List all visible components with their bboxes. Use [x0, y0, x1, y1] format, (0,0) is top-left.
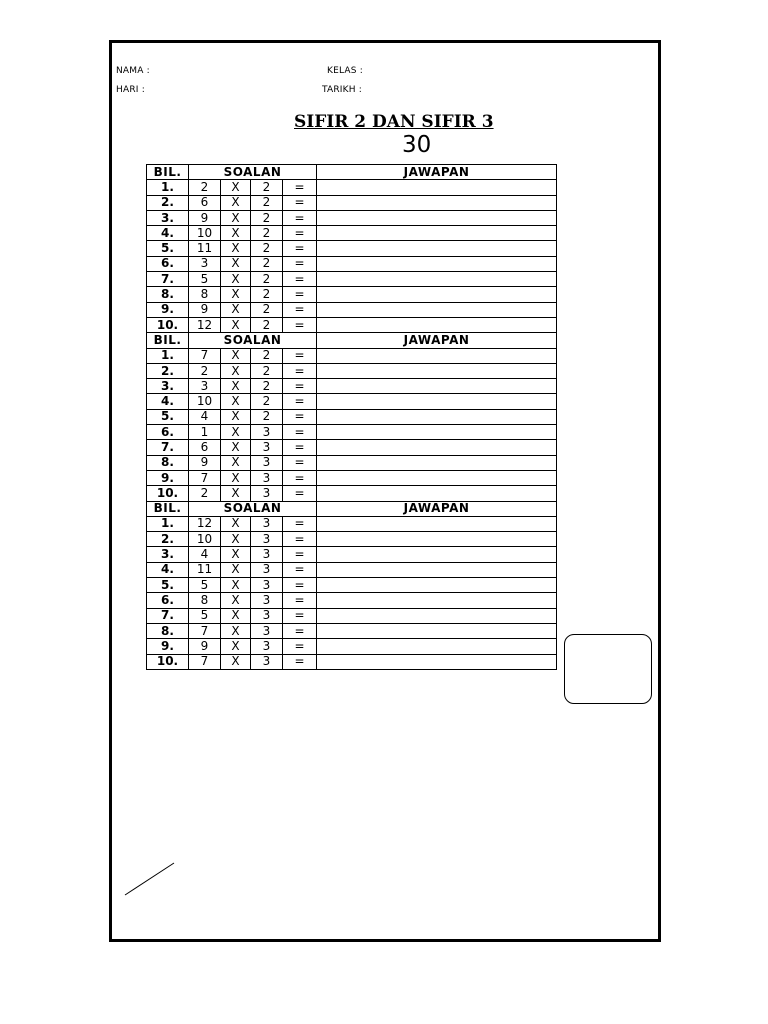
operand-a: 6	[189, 440, 221, 455]
operand-a: 6	[189, 195, 221, 210]
question-number: 8.	[147, 455, 189, 470]
answer-cell[interactable]	[317, 639, 557, 654]
operand-a: 5	[189, 578, 221, 593]
operand-b: 2	[251, 394, 283, 409]
operand-a: 5	[189, 272, 221, 287]
operand-a: 11	[189, 562, 221, 577]
operand-a: 4	[189, 547, 221, 562]
equals-sign: =	[283, 302, 317, 317]
operand-a: 1	[189, 425, 221, 440]
operand-b: 2	[251, 317, 283, 332]
times-sign: X	[221, 363, 251, 378]
question-row	[147, 516, 557, 531]
soalan-header: SOALAN	[189, 501, 317, 516]
operand-a: 4	[189, 409, 221, 424]
nama-label: NAMA :	[116, 66, 150, 76]
section-header-row	[147, 333, 557, 348]
question-row	[147, 425, 557, 440]
operand-b: 3	[251, 578, 283, 593]
answer-cell[interactable]	[317, 210, 557, 225]
operand-a: 9	[189, 210, 221, 225]
times-sign: X	[221, 425, 251, 440]
question-number: 1.	[147, 348, 189, 363]
operand-a: 7	[189, 654, 221, 669]
question-number: 10.	[147, 654, 189, 669]
operand-a: 2	[189, 486, 221, 501]
question-row	[147, 440, 557, 455]
operand-b: 2	[251, 180, 283, 195]
equals-sign: =	[283, 425, 317, 440]
question-row	[147, 593, 557, 608]
times-sign: X	[221, 578, 251, 593]
operand-b: 2	[251, 210, 283, 225]
operand-b: 3	[251, 425, 283, 440]
operand-a: 10	[189, 226, 221, 241]
score-box	[564, 634, 652, 704]
operand-a: 2	[189, 363, 221, 378]
operand-a: 11	[189, 241, 221, 256]
times-sign: X	[221, 440, 251, 455]
operand-b: 2	[251, 409, 283, 424]
question-row	[147, 256, 557, 271]
operand-b: 3	[251, 455, 283, 470]
times-sign: X	[221, 486, 251, 501]
question-number: 3.	[147, 210, 189, 225]
equals-sign: =	[283, 547, 317, 562]
jawapan-header: JAWAPAN	[317, 501, 557, 516]
times-sign: X	[221, 532, 251, 547]
question-number: 7.	[147, 608, 189, 623]
question-number: 9.	[147, 639, 189, 654]
operand-a: 9	[189, 455, 221, 470]
question-number: 2.	[147, 532, 189, 547]
equals-sign: =	[283, 623, 317, 638]
operand-b: 3	[251, 547, 283, 562]
answer-cell[interactable]	[317, 256, 557, 271]
bil-header: BIL.	[147, 501, 189, 516]
answer-cell[interactable]	[317, 486, 557, 501]
question-row	[147, 547, 557, 562]
jawapan-header: JAWAPAN	[317, 165, 557, 180]
question-number: 8.	[147, 287, 189, 302]
question-row	[147, 210, 557, 225]
operand-a: 8	[189, 593, 221, 608]
bil-header: BIL.	[147, 165, 189, 180]
answer-cell[interactable]	[317, 593, 557, 608]
operand-a: 3	[189, 256, 221, 271]
operand-a: 7	[189, 348, 221, 363]
tarikh-label: TARIKH :	[322, 85, 363, 95]
answer-cell[interactable]	[317, 272, 557, 287]
answer-cell[interactable]	[317, 180, 557, 195]
times-sign: X	[221, 195, 251, 210]
question-row	[147, 470, 557, 485]
answer-cell[interactable]	[317, 409, 557, 424]
operand-a: 2	[189, 180, 221, 195]
times-sign: X	[221, 470, 251, 485]
question-row	[147, 180, 557, 195]
question-number: 10.	[147, 317, 189, 332]
question-row	[147, 623, 557, 638]
operand-a: 3	[189, 379, 221, 394]
question-number: 4.	[147, 394, 189, 409]
times-sign: X	[221, 608, 251, 623]
question-row	[147, 302, 557, 317]
question-row	[147, 608, 557, 623]
equals-sign: =	[283, 532, 317, 547]
question-row	[147, 317, 557, 332]
operand-a: 10	[189, 394, 221, 409]
question-row	[147, 379, 557, 394]
times-sign: X	[221, 348, 251, 363]
question-row	[147, 348, 557, 363]
times-sign: X	[221, 409, 251, 424]
operand-b: 2	[251, 256, 283, 271]
equals-sign: =	[283, 272, 317, 287]
equals-sign: =	[283, 256, 317, 271]
question-number: 7.	[147, 272, 189, 287]
operand-b: 3	[251, 516, 283, 531]
bil-header: BIL.	[147, 333, 189, 348]
operand-b: 2	[251, 226, 283, 241]
answer-cell[interactable]	[317, 532, 557, 547]
operand-b: 3	[251, 470, 283, 485]
question-number: 6.	[147, 256, 189, 271]
answer-cell[interactable]	[317, 440, 557, 455]
equals-sign: =	[283, 654, 317, 669]
times-sign: X	[221, 455, 251, 470]
operand-b: 2	[251, 379, 283, 394]
operand-b: 3	[251, 486, 283, 501]
answer-cell[interactable]	[317, 455, 557, 470]
equals-sign: =	[283, 562, 317, 577]
times-sign: X	[221, 394, 251, 409]
question-number: 2.	[147, 195, 189, 210]
question-row	[147, 455, 557, 470]
equals-sign: =	[283, 409, 317, 424]
question-row	[147, 241, 557, 256]
answer-cell[interactable]	[317, 470, 557, 485]
equals-sign: =	[283, 195, 317, 210]
equals-sign: =	[283, 287, 317, 302]
question-number: 5.	[147, 241, 189, 256]
answer-cell[interactable]	[317, 363, 557, 378]
operand-b: 2	[251, 363, 283, 378]
equals-sign: =	[283, 578, 317, 593]
kelas-label: KELAS :	[327, 66, 363, 76]
question-number: 2.	[147, 363, 189, 378]
question-row	[147, 287, 557, 302]
question-number: 3.	[147, 379, 189, 394]
operand-b: 3	[251, 654, 283, 669]
operand-a: 10	[189, 532, 221, 547]
times-sign: X	[221, 516, 251, 531]
jawapan-header: JAWAPAN	[317, 333, 557, 348]
equals-sign: =	[283, 226, 317, 241]
operand-b: 3	[251, 562, 283, 577]
operand-b: 2	[251, 272, 283, 287]
total-score: 30	[402, 132, 432, 158]
question-row	[147, 639, 557, 654]
hari-label: HARI :	[116, 85, 145, 95]
operand-b: 3	[251, 532, 283, 547]
operand-a: 7	[189, 470, 221, 485]
question-number: 4.	[147, 562, 189, 577]
soalan-header: SOALAN	[189, 165, 317, 180]
answer-cell[interactable]	[317, 287, 557, 302]
operand-a: 9	[189, 302, 221, 317]
question-row	[147, 394, 557, 409]
operand-a: 5	[189, 608, 221, 623]
answer-cell[interactable]	[317, 425, 557, 440]
question-number: 3.	[147, 547, 189, 562]
operand-b: 2	[251, 348, 283, 363]
times-sign: X	[221, 272, 251, 287]
section-header-row	[147, 165, 557, 180]
equals-sign: =	[283, 593, 317, 608]
operand-b: 2	[251, 241, 283, 256]
operand-b: 2	[251, 195, 283, 210]
operand-a: 8	[189, 287, 221, 302]
equals-sign: =	[283, 379, 317, 394]
operand-a: 12	[189, 516, 221, 531]
times-sign: X	[221, 241, 251, 256]
times-sign: X	[221, 654, 251, 669]
times-sign: X	[221, 593, 251, 608]
equals-sign: =	[283, 470, 317, 485]
operand-b: 2	[251, 302, 283, 317]
question-number: 4.	[147, 226, 189, 241]
times-sign: X	[221, 639, 251, 654]
equals-sign: =	[283, 180, 317, 195]
equals-sign: =	[283, 516, 317, 531]
operand-b: 3	[251, 593, 283, 608]
times-sign: X	[221, 302, 251, 317]
question-row	[147, 195, 557, 210]
answer-cell[interactable]	[317, 348, 557, 363]
times-sign: X	[221, 547, 251, 562]
equals-sign: =	[283, 455, 317, 470]
section-header-row	[147, 501, 557, 516]
answer-cell[interactable]	[317, 654, 557, 669]
equals-sign: =	[283, 608, 317, 623]
question-number: 5.	[147, 578, 189, 593]
times-sign: X	[221, 226, 251, 241]
equals-sign: =	[283, 241, 317, 256]
question-number: 6.	[147, 425, 189, 440]
answer-cell[interactable]	[317, 317, 557, 332]
equals-sign: =	[283, 394, 317, 409]
times-sign: X	[221, 256, 251, 271]
operand-b: 3	[251, 639, 283, 654]
answer-cell[interactable]	[317, 226, 557, 241]
answer-cell[interactable]	[317, 195, 557, 210]
times-sign: X	[221, 210, 251, 225]
answer-cell[interactable]	[317, 547, 557, 562]
answer-cell[interactable]	[317, 623, 557, 638]
equals-sign: =	[283, 317, 317, 332]
question-row	[147, 654, 557, 669]
answer-cell[interactable]	[317, 562, 557, 577]
question-number: 9.	[147, 302, 189, 317]
times-sign: X	[221, 562, 251, 577]
times-sign: X	[221, 317, 251, 332]
operand-a: 7	[189, 623, 221, 638]
question-row	[147, 363, 557, 378]
equals-sign: =	[283, 348, 317, 363]
answer-cell[interactable]	[317, 302, 557, 317]
times-sign: X	[221, 623, 251, 638]
equals-sign: =	[283, 639, 317, 654]
question-number: 1.	[147, 516, 189, 531]
question-number: 1.	[147, 180, 189, 195]
question-row	[147, 578, 557, 593]
answer-cell[interactable]	[317, 516, 557, 531]
times-sign: X	[221, 379, 251, 394]
answer-cell[interactable]	[317, 394, 557, 409]
question-row	[147, 562, 557, 577]
soalan-header: SOALAN	[189, 333, 317, 348]
question-number: 10.	[147, 486, 189, 501]
question-number: 9.	[147, 470, 189, 485]
question-row	[147, 486, 557, 501]
equals-sign: =	[283, 363, 317, 378]
answer-cell[interactable]	[317, 608, 557, 623]
answer-cell[interactable]	[317, 241, 557, 256]
question-row	[147, 409, 557, 424]
question-number: 5.	[147, 409, 189, 424]
pen-stroke	[120, 858, 180, 900]
question-row	[147, 272, 557, 287]
question-row	[147, 226, 557, 241]
operand-a: 12	[189, 317, 221, 332]
times-sign: X	[221, 180, 251, 195]
operand-b: 3	[251, 440, 283, 455]
answer-cell[interactable]	[317, 379, 557, 394]
question-number: 6.	[147, 593, 189, 608]
question-number: 8.	[147, 623, 189, 638]
equals-sign: =	[283, 440, 317, 455]
worksheet-title: SIFIR 2 DAN SIFIR 3	[294, 112, 494, 132]
times-sign: X	[221, 287, 251, 302]
equals-sign: =	[283, 210, 317, 225]
question-number: 7.	[147, 440, 189, 455]
multiplication-table	[146, 164, 557, 670]
operand-b: 2	[251, 287, 283, 302]
operand-b: 3	[251, 623, 283, 638]
answer-cell[interactable]	[317, 578, 557, 593]
operand-a: 9	[189, 639, 221, 654]
operand-b: 3	[251, 608, 283, 623]
question-row	[147, 532, 557, 547]
equals-sign: =	[283, 486, 317, 501]
